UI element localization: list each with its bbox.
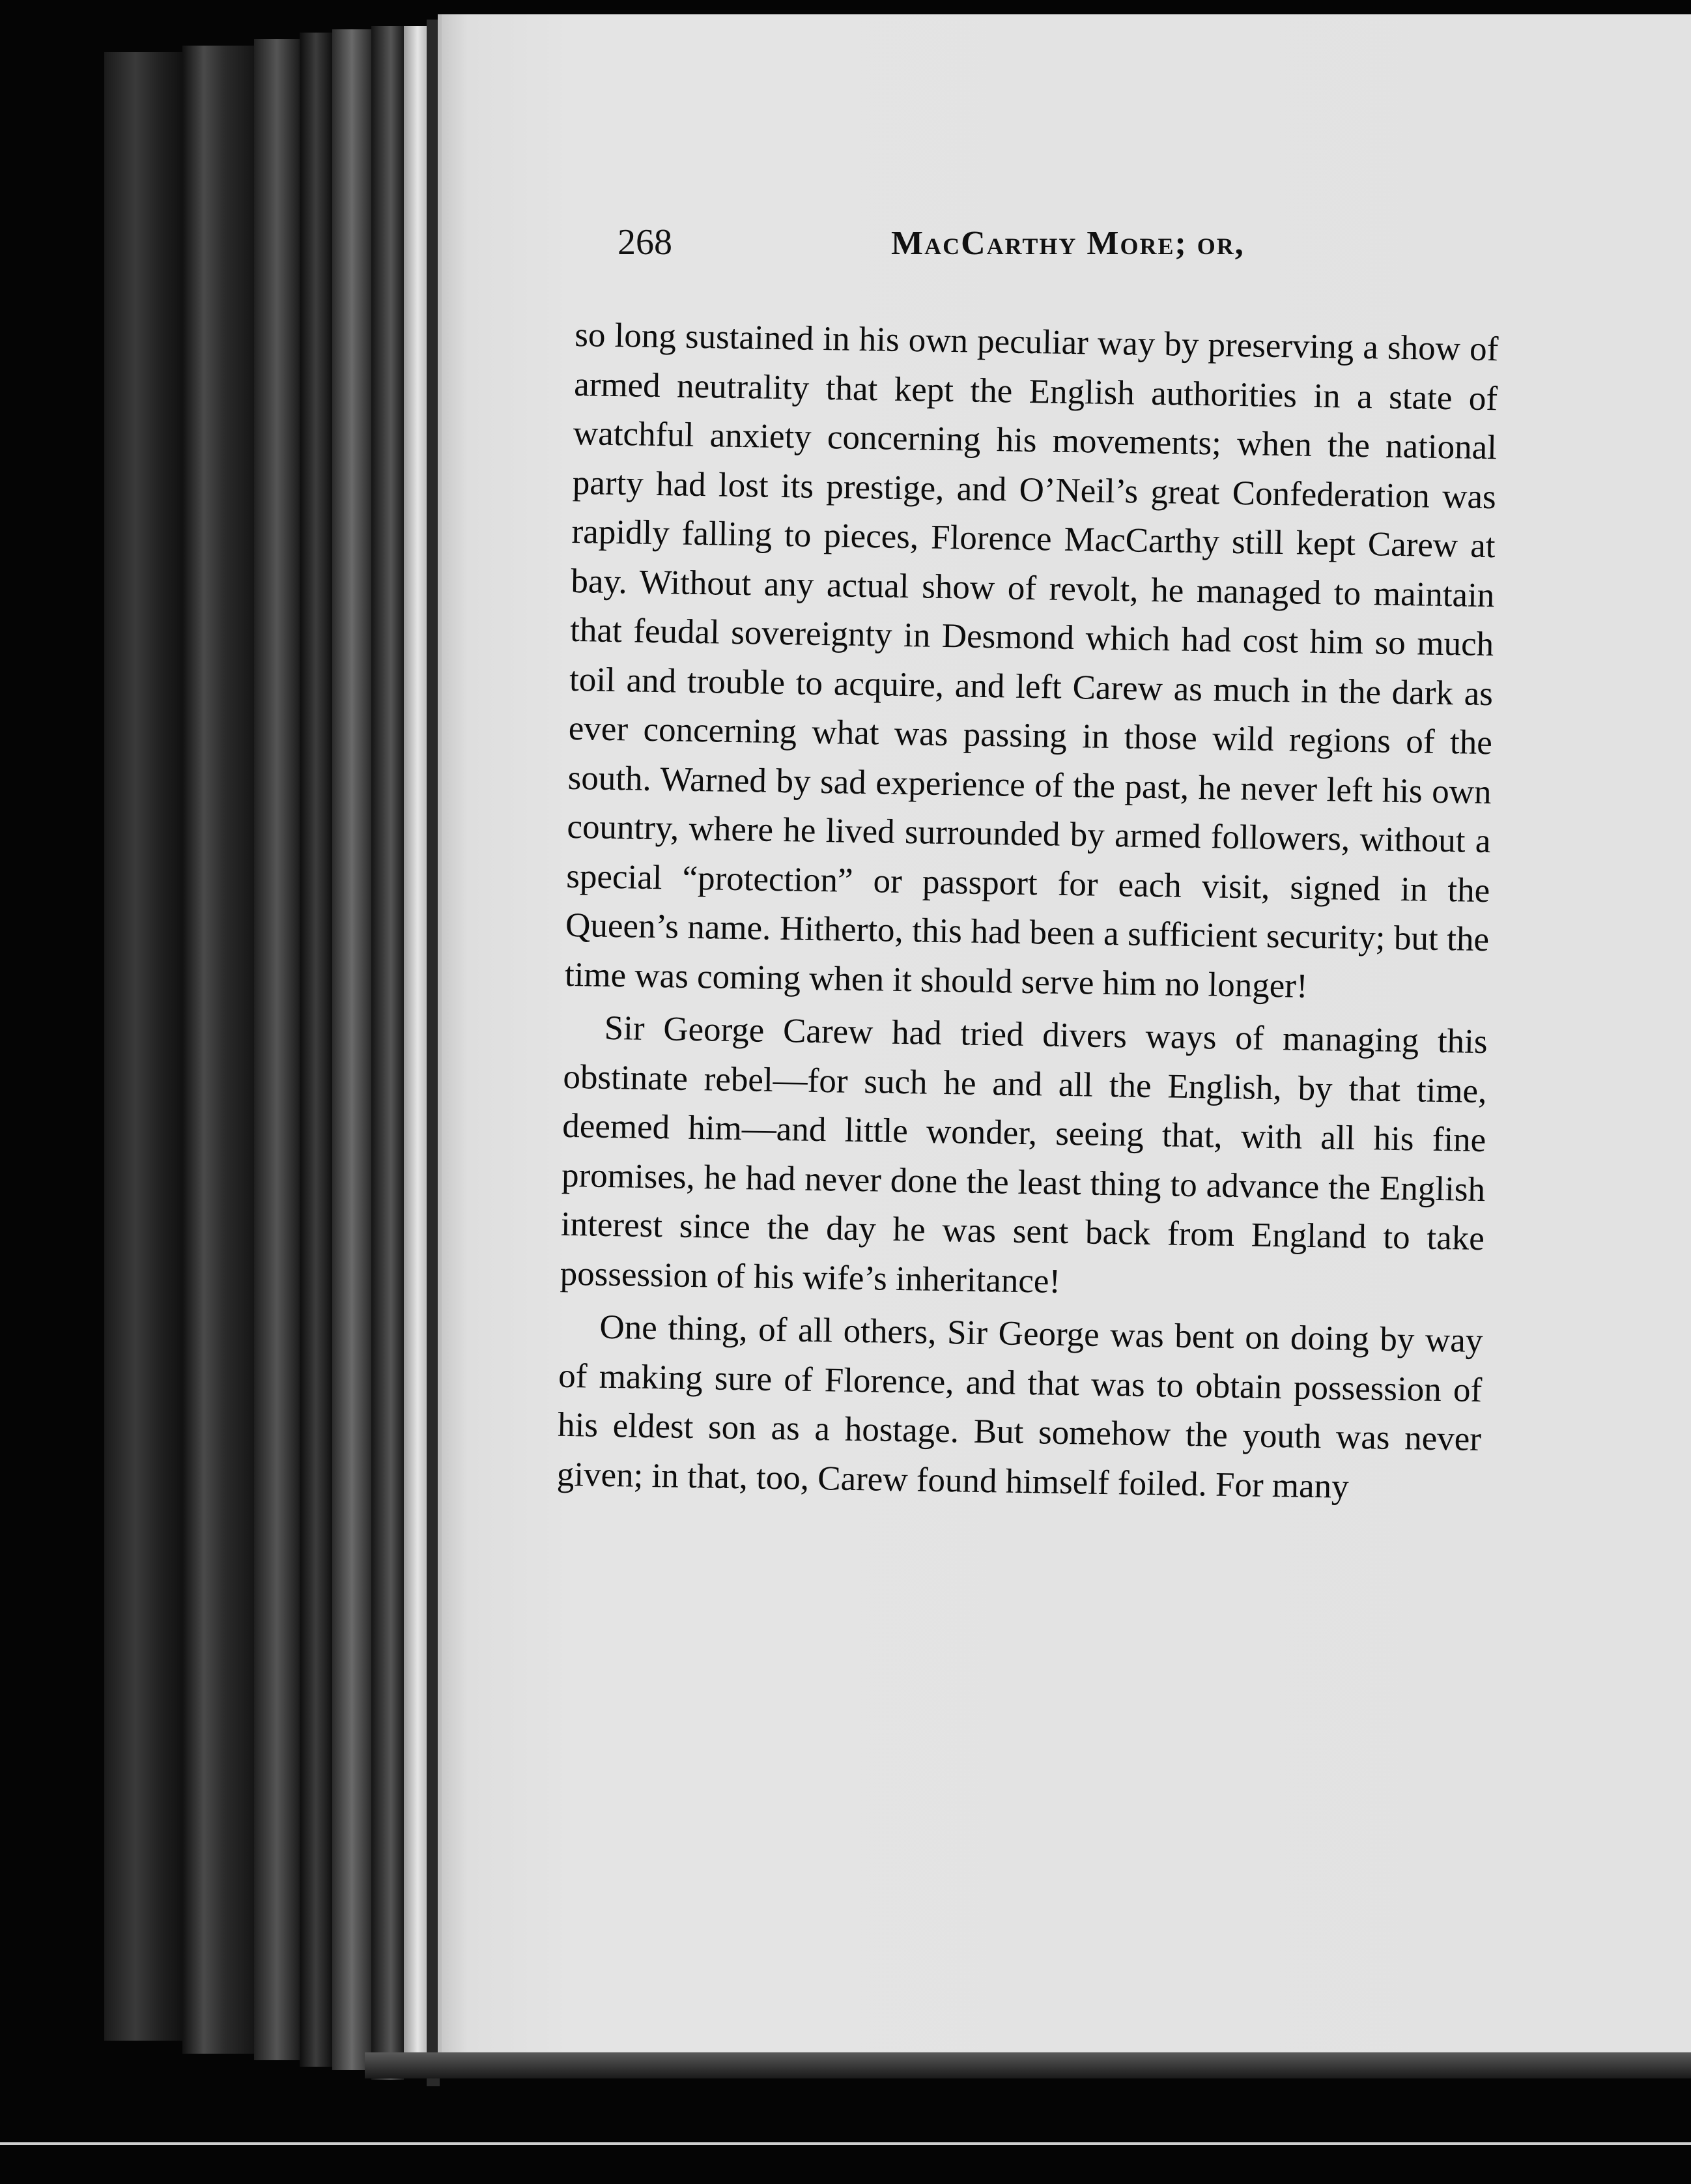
page-bottom-shadow [365,2052,1691,2078]
page-edge [300,33,332,2067]
page-edge [182,46,254,2054]
paragraph: so long sustained in his own peculiar way by preserving a show of armed neutrality that kept the English authorities in a state of watchful anxiety concerning his movements; when the national party had lost its prestige, and O’Neil’s great Confederation was rapidly falling to pieces, Florence MacCarthy still kept Carew at bay. Without any actual show of revolt, he managed to maintain that feudal sovereignty in Desmond which had cost him so much toil and trouble to acquire, and left Carew as much in the dark as ever concerning what was passing in those wild regions of the south. Warned by sad experience of the past, he never left his own country, where he lived surrounded by armed followers, without a special “protection” or passport for each visit, signed in the Queen’s name. Hitherto, this had been a sufficient security; but the time was coming when it should serve him no longer! [564,315,1499,1005]
page-edge [371,26,404,2080]
body-text [556,311,1498,1514]
paragraph: Sir George Carew had tried divers ways of managing this obstinate rebel—for such he and all the English, by that time, deemed him—and little wonder, seeing that, with all his fine promises, he had never done the least thing to advance the English interest since the day he was sent back from England to take possession of his wife’s inheritance! [560,1009,1488,1300]
page-edge [104,52,182,2041]
scan-border-line [0,2142,1691,2145]
page-edge [254,39,300,2060]
running-head: MacCarthy More; or, [891,225,1245,262]
book-page [438,14,1691,2060]
page-edge [332,29,371,2070]
page-number: 268 [618,222,672,263]
page-header [618,222,1595,280]
page-edge [404,26,427,2073]
paragraph: One thing, of all others, Sir George was bent on doing by way of making sure of Florence, and that was to obtain possession of his eldest son as a hostage. But somehow the youth was never given; in that, too, Carew found himself foiled. For many [556,1308,1483,1506]
